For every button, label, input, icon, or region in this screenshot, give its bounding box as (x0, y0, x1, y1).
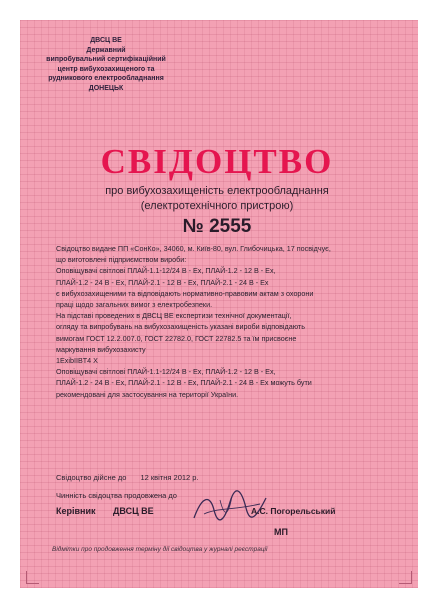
issuer-line: випробувальний сертифікаційний (46, 56, 166, 63)
validity-line (56, 473, 199, 482)
issuer-line: рудникового електрообладнання (48, 75, 164, 82)
body-line: праці щодо загальних вимог з електробезпеки. (56, 300, 213, 310)
issuer-line: ДВСЦ ВЕ (90, 37, 122, 44)
issuer-line: Державний (86, 46, 126, 54)
body-line: огляду та випробувань на вибухозахищеність указані вироби відповідають (56, 322, 305, 332)
body-line: Свідоцтво видане ПП «СонКо», 34060, м. Київ-80, вул. Глибочицька, 17 посвідчує, (56, 244, 331, 253)
body-line: вимогам ГОСТ 12.2.007.0, ГОСТ 22782.0, ГОСТ 22782.5 та їм присвоєне (56, 333, 297, 343)
head-role: Керівник (56, 506, 96, 516)
body-line: Оповіщувачі світлові ПЛАЙ-1.1-12/24 В - Ех, ПЛАЙ-1.2 - 12 В - Ех, (56, 367, 276, 377)
marking-code: 1ExibIIBT4 X (56, 356, 98, 366)
body-line: рекомендовані для застосування на території України. (56, 389, 239, 399)
certificate-number: № 2555 (182, 216, 252, 237)
validity-date: 12 квітня 2012 р. (140, 473, 199, 482)
body-line: На підставі проведених в ДВСЦ ВЕ експертизи технічної документації, (56, 311, 292, 321)
certificate-subtitle: про вибухозахищеність електрообладнання (105, 185, 329, 197)
extension-line: Чинність свідоцтва продовжена до (56, 491, 177, 500)
body-line: є вибухозахищеними та відповідають нормативно-правовим актам з охорони (56, 288, 314, 298)
issuer-line: центр вибухозахищеного та (57, 65, 155, 73)
corner-mark-left (26, 571, 39, 584)
head-organization: ДВСЦ ВЕ (113, 506, 154, 516)
certificate-subtitle-device: (електротехнічного пристрою) (140, 200, 294, 212)
footer-note: Відмітки про продовження терміну дії свідоцтва у журналі реєстрації (52, 546, 268, 553)
validity-label: Свідоцтво дійсне до (56, 473, 127, 482)
issuer-block (36, 36, 176, 93)
body-line: що виготовлені підприємством вироби: (56, 255, 187, 265)
corner-mark-right (399, 571, 412, 584)
body-line: ПЛАЙ-1.2 - 24 В - Ех, ПЛАЙ-2.1 - 12 В - Ех, ПЛАЙ-2.1 - 24 В - Ех можуть бути (56, 378, 312, 388)
body-line: маркування вибухозахисту (56, 344, 146, 354)
stamp-label: МП (274, 527, 288, 537)
head-name: А.С. Погорельський (251, 506, 336, 516)
body-line: ПЛАЙ-1.2 - 24 В - Ех, ПЛАЙ-2.1 - 12 В - Ех, ПЛАЙ-2.1 - 24 В - Ех (56, 277, 269, 287)
certificate-title: СВІДОЦТВО (100, 142, 334, 181)
certificate-body (56, 243, 406, 400)
body-line: Оповіщувачі світлові ПЛАЙ-1.1-12/24 В - Ех, ПЛАЙ-1.2 - 12 В - Ех, (56, 266, 276, 276)
issuer-line: ДОНЕЦЬК (88, 84, 124, 92)
